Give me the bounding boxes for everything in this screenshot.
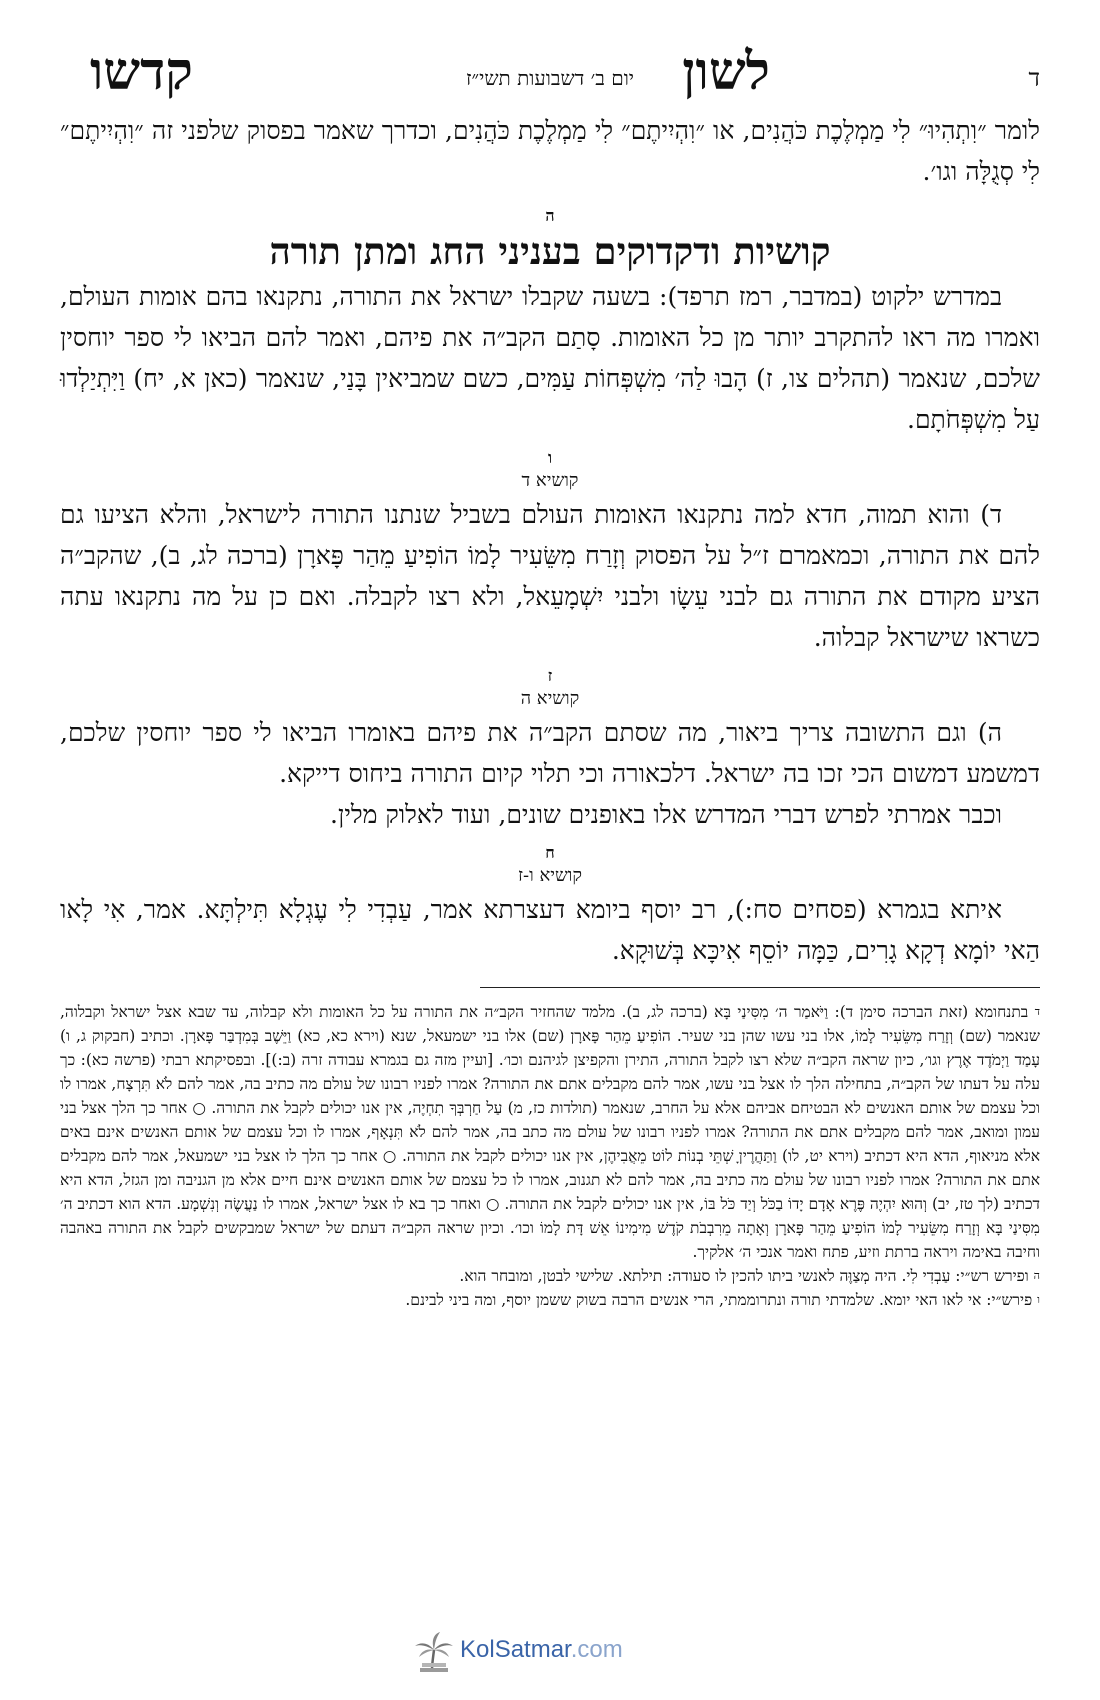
footnote-mark: ו xyxy=(1037,1293,1040,1306)
running-title-left: קדשו xyxy=(90,41,193,102)
running-title-right: לשון xyxy=(682,41,770,102)
page-header xyxy=(60,30,1040,110)
footnote-mark: ד xyxy=(1034,1005,1040,1018)
section-number-zayin: ז xyxy=(547,666,553,685)
footnote-text: ופירש רש״י: עַבְדִי לִי. היה מְצַוֶּה לאנשי ביתו להכין לו סעודה: תילתא. שלישי לבטן, ומובחר הוא. xyxy=(459,1267,1029,1285)
footnote-text: בתנחומא (זאת הברכה סימן ד): וַיֹּאמַר ה׳ מִסִּינַי בָּא (ברכה לג, ב). מלמד שהחזיר הקב״ה את התורה על כל האומות ולא קבלוה, עד שבא אצל ישראל וקבלוה, שנאמר (שם) וְזָרַח מִשֵּׂעִיר לָמוֹ, אלו בני עשו שהן בני שעיר. הוֹפִיעַ מֵהַר פָּארָן (שם) אלו בני ישמעאל, שנא (וירא כא, כא) וַיֵּשֶׁב בְּמִדְבַּר פָּארָן. וכתיב (חבקוק ג, ו) עָמַד וַיְמֹדֶד אֶרֶץ וגו׳, כיון שראה הקב״ה שלא רצו לקבל התורה, התירן והקפיצן לגיהנם וכו׳. [ועיין מזה גם בגמרא עבודה זרה (ב:)]. ובפסיקתא רבתי (פרשה כא): כך עלה על דעתו של הקב״ה, בתחילה הלך לו אצל בני עשו, אמר להם מקבלים אתם את התורה? אמרו לפניו רבונו של עולם מה כתיב בה, אמר להם לֹא תִּרְצָח, אמרו לו וכל עצמם של אותם האנשים לא הבטיחם אביהם אלא על החרב, שנאמר (תולדות כז, מ) עַל חַרְבְּךָ תִחְיֶה, אין אנו יכולים לקבל את התורה. ○ אחר כך הלך אצל בני עמון ומואב, אמר להם מקבלים אתם את התורה? אמרו לפניו רבונו של עולם מה כתב בה, אמר להם לֹא תִּנְאָף, אמרו לו וכל עצמם של אותם האנשים אינם באים אלא מניאוף, הדא היא דכתיב (וירא יט, לו) וַתַּהֲרֶיןָ שְׁתֵּי בְנוֹת לוֹט מֵאֲבִיהֶן, אין אנו יכולים לקבל את התורה. ○ אחר כך הלך לו אצל בני ישמעאל, אמר להם מקבלים אתם את התורה? אמרו לפניו רבונו של עולם מה כתיב בה, אמר להם לא תגנוב, אמרו לו כל עצמם של אותם האנשים אינם חיים אלא מן הגניבה ומן הגזל, הדא היא דכתיב (לך טז, יב) וְהוּא יִהְיֶה פֶּרֶא אָדָם יָדוֹ בַכֹּל וְיַד כֹּל בּוֹ, אין אנו יכולים לקבל את התורה. ○ ואחר כך בא לו אצל ישראל, אמרו לו נַעֲשֶׂה וְנִשְׁמָע. הדא הוא דכתיב ה׳ מִסִּינַי בָּא וְזָרַח מִשֵּׂעִיר לָמוֹ הוֹפִיעַ מֵהַר פָּארָן וְאָתָה מֵרִבְבֹת קֹדֶשׁ מִימִינוֹ אֵשׁ דָּת לָמוֹ וכו׳. וכיון שראה הקב״ה דעתם של ישראל שמבקשים לקבל את התורה באהבה וחיבה באימה ויראה ברתת וזיע, פתח ואמר אנכי ה׳ אלקיך. xyxy=(60,1003,1040,1261)
palm-tree-books-icon xyxy=(412,1630,456,1676)
question-4-paragraph: ד) והוא תמוה, חדא למה נתקנאו האומות העולם בשביל שנתנו התורה לישראל, והלא הציעו גם להם את התורה, וכמאמרם ז״ל על הפסוק וְזָרַח מִשֵּׂעִיר לָמוֹ הוֹפִיעַ מֵהַר פָּארָן (ברכה לג, ב), שהקב״ה הציע מקודם את התורה גם לבני עֵשָׂו ולבני יִשְׁמָעֵאל, ולא רצו לקבלה. ואם כן על מה נתקנאו עתה כשראו שישראל קבלוה. xyxy=(60,500,1040,652)
header-date: יום ב׳ דשבועות תשי״ז xyxy=(465,66,635,90)
intro-paragraph: לומר ״וִתְהִיוּ״ לִי מַמְלֶכֶת כֹּהֲנִים, או ״וִהְיִיתֶם״ לִי מַמְלֶכֶת כֹּהֲנִים, וכדרך שאמר בפסוק שלפני זה ״וִהְיִיתֶם״ לִי סְגֻלָּה וגו׳. xyxy=(60,116,1040,186)
question-5-heading: קושיא ה xyxy=(520,688,580,709)
midrash-paragraph: במדרש ילקוט (במדבר, רמז תרפד): בשעה שקבלו ישראל את התורה, נתקנאו בהם אומות העולם, ואמרו מה ראו להתקרב יותר מן כל האומות. סָתַם הקב״ה את פיהם, ואמר להם הביאו לי ספר יוחסין שלכם, שנאמר (תהלים צו, ז) הָבוּ לַה׳ מִשְׁפְּחוֹת עַמִּים, כשם שמביאין בָּנַי, שנאמר (כאן א, יח) וַיִּתְיַלְדוּ עַל מִשְׁפְּחֹתָם. xyxy=(60,282,1040,434)
question-4-heading: קושיא ד xyxy=(521,470,579,491)
footnote-divider xyxy=(480,987,1040,988)
section-number-heh: ה xyxy=(545,206,555,225)
section-number-vav: ו xyxy=(547,448,553,467)
brand-tld: .com xyxy=(570,1636,623,1663)
page-number: ד xyxy=(1028,64,1040,92)
question-6-7-heading: קושיא ו-ז xyxy=(518,865,582,886)
main-text xyxy=(60,110,1040,1312)
question-5-paragraph: ה) וגם התשובה צריך ביאור, מה שסתם הקב״ה את פיהם באומרו הביאו לי ספר יוחסין שלכם, דמשמע דמשום הכי זכו בה ישראל. דלכאורה וכי תלוי קיום התורה ביחוס דייקא. xyxy=(60,718,1040,788)
question-5-closing: וכבר אמרתי לפרש דברי המדרש אלו באופנים שונים, ועוד לאלוק מלין. xyxy=(330,800,1002,829)
footnote xyxy=(60,1264,1040,1288)
gemara-paragraph: איתא בגמרא (פסחים סח:), רב יוסף ביומא דעצרתא אמר, עַבְדִי לִי עֶגְלָא תִּילְתָּא. אמר, אִי לָאו הַאי יוֹמָא דְקָא גָרִים, כַּמָּה יוֹסֵף אִיכָּא בְּשׁוּקָא. xyxy=(60,895,1040,965)
footnote xyxy=(60,1288,1040,1312)
brand-name: KolSatmar xyxy=(460,1636,571,1663)
footnote xyxy=(60,1000,1040,1264)
section-number-chet: ח xyxy=(545,843,555,862)
section-title: קושיות ודקדוקים בעניני החג ומתן תורה xyxy=(269,229,831,273)
watermark xyxy=(0,1626,1100,1686)
footnote-mark: ה xyxy=(1033,1269,1040,1282)
footnote-text: פירש״י: אי לאו האי יומא. שלמדתי תורה ונתרוממתי, הרי אנשים הרבה בשוק ששמן יוסף, ומה ביני לבינם. xyxy=(405,1291,1033,1309)
site-brand xyxy=(460,1636,623,1664)
